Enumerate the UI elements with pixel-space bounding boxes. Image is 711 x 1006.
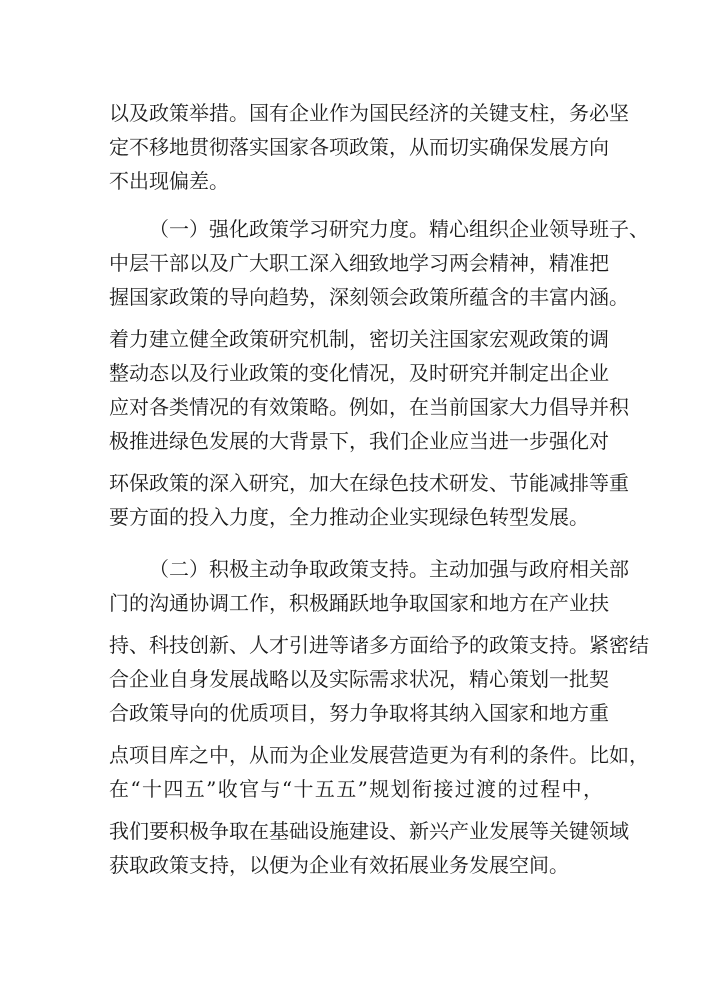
paragraph-2-line-8: 环保政策的深入研究，加大在绿色技术研发、节能减排等重 [109,471,629,495]
paragraph-3-line-5: 合政策导向的优质项目，努力争取将其纳入国家和地方重 [109,701,609,725]
paragraph-1-line-2: 定不移地贯彻落实国家各项政策，从而切实确保发展方向 [109,135,609,159]
paragraph-2-line-3: 握国家政策的导向趋势，深刻领会政策所蕴含的丰富内涵。 [109,285,629,309]
paragraph-3-line-1: （二）积极主动争取政策支持。主动加强与政府相关部 [149,557,629,581]
paragraph-2-line-1: （一）强化政策学习研究力度。精心组织企业领导班子、 [149,217,649,241]
paragraph-3-line-9: 获取政策支持，以便为企业有效拓展业务发展空间。 [109,853,569,877]
paragraph-1-line-3: 不出现偏差。 [109,169,229,193]
paragraph-2-line-2: 中层干部以及广大职工深入细致地学习两会精神，精准把 [109,251,609,275]
paragraph-3-line-4: 合企业自身发展战略以及实际需求状况，精心策划一批契 [109,667,609,691]
paragraph-2-line-4: 着力建立健全政策研究机制，密切关注国家宏观政策的调 [109,327,609,351]
paragraph-3-line-7: 在“十四五”收官与“十五五”规划衔接过渡的过程中， [109,777,603,801]
paragraph-2-line-7: 极推进绿色发展的大背景下，我们企业应当进一步强化对 [109,429,609,453]
paragraph-2-line-9: 要方面的投入力度，全力推动企业实现绿色转型发展。 [109,505,589,529]
paragraph-3-line-3: 持、科技创新、人才引进等诸多方面给予的政策支持。紧密结 [109,633,649,657]
paragraph-3-line-6: 点项目库之中，从而为企业发展营造更为有利的条件。比如， [109,743,649,767]
paragraph-3-line-2: 门的沟通协调工作，积极踊跃地争取国家和地方在产业扶 [109,591,609,615]
paragraph-1-line-1: 以及政策举措。国有企业作为国民经济的关键支柱，务必坚 [109,101,629,125]
paragraph-2-line-6: 应对各类情况的有效策略。例如，在当前国家大力倡导并积 [109,395,629,419]
paragraph-3-line-8: 我们要积极争取在基础设施建设、新兴产业发展等关键领域 [109,819,629,843]
paragraph-2-line-5: 整动态以及行业政策的变化情况，及时研究并制定出企业 [109,361,609,385]
